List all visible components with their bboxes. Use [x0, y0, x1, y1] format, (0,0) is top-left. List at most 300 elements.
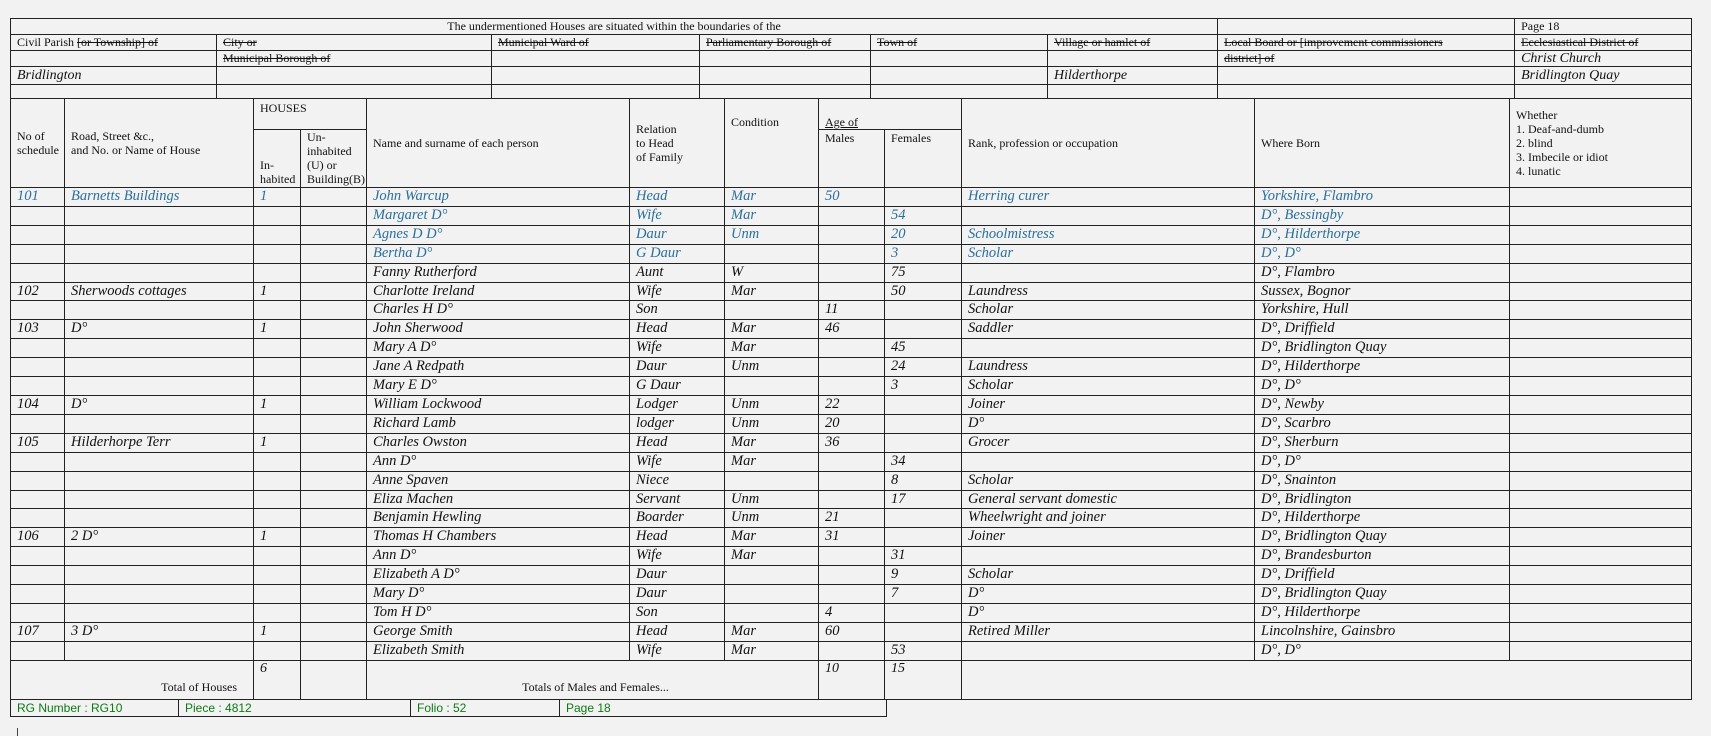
col-houses: HOUSES: [254, 99, 367, 130]
females-age-cell: [885, 433, 962, 452]
census-page: [10, 18, 1691, 717]
uninhabited-cell: [301, 490, 367, 509]
table-row: [11, 358, 1692, 377]
where-born-cell: D°, Bridlington Quay: [1255, 528, 1510, 547]
table-row: [11, 490, 1692, 509]
road-cell: [65, 263, 254, 282]
eccl-district-label: Ecclesiastical District of: [1515, 35, 1692, 51]
name-cell: Fanny Rutherford: [367, 263, 630, 282]
road-cell: [65, 301, 254, 320]
totals-row: [11, 660, 1692, 699]
condition-cell: Mar: [725, 188, 819, 207]
disability-cell: [1510, 282, 1692, 301]
civil-parish-label: Civil Parish [or Township] of: [11, 35, 217, 51]
schedule-cell: [11, 452, 65, 471]
uninhabited-cell: [301, 206, 367, 225]
table-row: [11, 263, 1692, 282]
name-cell: Bertha D°: [367, 244, 630, 263]
disability-cell: [1510, 622, 1692, 641]
road-cell: [65, 490, 254, 509]
disability-cell: [1510, 433, 1692, 452]
occupation-cell: [962, 206, 1255, 225]
uninhabited-cell: [301, 452, 367, 471]
ward-label: Municipal Ward of: [492, 35, 700, 51]
males-age-cell: [819, 339, 885, 358]
total-houses-count: 6: [254, 660, 301, 699]
inhabited-cell: 1: [254, 395, 301, 414]
road-cell: D°: [65, 320, 254, 339]
table-row: [11, 585, 1692, 604]
name-cell: Margaret D°: [367, 206, 630, 225]
road-cell: [65, 206, 254, 225]
schedule-cell: 102: [11, 282, 65, 301]
table-row: [11, 188, 1692, 207]
relation-cell: lodger: [630, 414, 725, 433]
table-row: [11, 566, 1692, 585]
uninhabited-cell: [301, 622, 367, 641]
condition-cell: Unm: [725, 225, 819, 244]
road-cell: [65, 225, 254, 244]
uninhabited-cell: [301, 395, 367, 414]
town-label: Town of: [871, 35, 1048, 51]
inhabited-cell: 1: [254, 622, 301, 641]
schedule-cell: [11, 377, 65, 396]
name-cell: John Warcup: [367, 188, 630, 207]
disability-cell: [1510, 452, 1692, 471]
disability-cell: [1510, 320, 1692, 339]
page-number: Page 18: [560, 699, 887, 716]
relation-cell: Head: [630, 528, 725, 547]
place-labels-row-2: [11, 51, 1692, 67]
occupation-cell: Laundress: [962, 358, 1255, 377]
males-age-cell: [819, 206, 885, 225]
condition-cell: [725, 471, 819, 490]
inhabited-cell: [254, 566, 301, 585]
road-cell: [65, 339, 254, 358]
name-cell: Charlotte Ireland: [367, 282, 630, 301]
name-cell: Richard Lamb: [367, 414, 630, 433]
occupation-cell: Scholar: [962, 244, 1255, 263]
males-age-cell: 36: [819, 433, 885, 452]
schedule-cell: [11, 244, 65, 263]
uninhabited-cell: [301, 585, 367, 604]
disability-cell: [1510, 490, 1692, 509]
females-age-cell: 9: [885, 566, 962, 585]
table-row: [11, 471, 1692, 490]
road-cell: [65, 603, 254, 622]
road-cell: Barnetts Buildings: [65, 188, 254, 207]
name-cell: William Lockwood: [367, 395, 630, 414]
occupation-cell: Retired Miller: [962, 622, 1255, 641]
relation-cell: Daur: [630, 358, 725, 377]
local-board-label: Local Board or [improvement commissioners: [1218, 35, 1515, 51]
relation-cell: Daur: [630, 225, 725, 244]
village-value: Hilderthorpe: [1048, 67, 1218, 85]
condition-cell: Unm: [725, 509, 819, 528]
name-cell: Ann D°: [367, 452, 630, 471]
schedule-cell: [11, 490, 65, 509]
inhabited-cell: [254, 263, 301, 282]
uninhabited-cell: [301, 244, 367, 263]
inhabited-cell: [254, 414, 301, 433]
occupation-cell: [962, 452, 1255, 471]
relation-cell: Son: [630, 603, 725, 622]
males-age-cell: [819, 547, 885, 566]
occupation-cell: Joiner: [962, 528, 1255, 547]
uninhabited-cell: [301, 603, 367, 622]
inhabited-cell: [254, 471, 301, 490]
females-age-cell: 34: [885, 452, 962, 471]
disability-cell: [1510, 603, 1692, 622]
where-born-cell: D°, Bridlington Quay: [1255, 585, 1510, 604]
col-males: Males: [819, 130, 885, 188]
table-row: [11, 301, 1692, 320]
name-cell: Jane A Redpath: [367, 358, 630, 377]
col-name: Name and surname of each person: [367, 99, 630, 188]
occupation-cell: Joiner: [962, 395, 1255, 414]
name-cell: Eliza Machen: [367, 490, 630, 509]
where-born-cell: D°, Scarbro: [1255, 414, 1510, 433]
road-cell: [65, 547, 254, 566]
condition-cell: Mar: [725, 622, 819, 641]
males-age-cell: 22: [819, 395, 885, 414]
females-age-cell: 45: [885, 339, 962, 358]
name-cell: Tom H D°: [367, 603, 630, 622]
inhabited-cell: 1: [254, 528, 301, 547]
where-born-cell: D°, Driffield: [1255, 320, 1510, 339]
schedule-cell: [11, 471, 65, 490]
table-row: [11, 377, 1692, 396]
females-age-cell: 3: [885, 244, 962, 263]
where-born-cell: D°, Brandesburton: [1255, 547, 1510, 566]
condition-cell: Mar: [725, 282, 819, 301]
condition-cell: Unm: [725, 414, 819, 433]
schedule-cell: [11, 358, 65, 377]
occupation-cell: [962, 547, 1255, 566]
col-schedule: No of schedule: [11, 99, 65, 188]
occupation-cell: General servant domestic: [962, 490, 1255, 509]
females-age-cell: [885, 414, 962, 433]
condition-cell: [725, 603, 819, 622]
table-row: [11, 452, 1692, 471]
occupation-cell: [962, 339, 1255, 358]
inhabited-cell: 1: [254, 188, 301, 207]
females-age-cell: 8: [885, 471, 962, 490]
parl-borough-label: Parliamentary Borough of: [700, 35, 871, 51]
inhabited-cell: [254, 225, 301, 244]
disability-cell: [1510, 188, 1692, 207]
inhabited-cell: [254, 585, 301, 604]
table-row: [11, 622, 1692, 641]
schedule-cell: 105: [11, 433, 65, 452]
col-whether: Whether 1. Deaf-and-dumb 2. blind 3. Imbecile or idiot 4. lunatic: [1510, 99, 1692, 188]
col-age-of: Age of: [819, 99, 962, 130]
schedule-cell: [11, 547, 65, 566]
relation-cell: Wife: [630, 339, 725, 358]
where-born-cell: D°, Bridlington Quay: [1255, 339, 1510, 358]
males-age-cell: [819, 641, 885, 660]
occupation-cell: Schoolmistress: [962, 225, 1255, 244]
table-row: [11, 244, 1692, 263]
name-cell: Ann D°: [367, 547, 630, 566]
where-born-cell: Yorkshire, Flambro: [1255, 188, 1510, 207]
disability-cell: [1510, 358, 1692, 377]
females-age-cell: 54: [885, 206, 962, 225]
where-born-cell: D°, D°: [1255, 377, 1510, 396]
where-born-cell: D°, D°: [1255, 641, 1510, 660]
uninhabited-cell: [301, 301, 367, 320]
males-age-cell: [819, 377, 885, 396]
relation-cell: Aunt: [630, 263, 725, 282]
occupation-cell: Grocer: [962, 433, 1255, 452]
males-age-cell: [819, 471, 885, 490]
occupation-cell: D°: [962, 603, 1255, 622]
inhabited-cell: [254, 490, 301, 509]
inhabited-cell: [254, 641, 301, 660]
inhabited-cell: [254, 509, 301, 528]
schedule-cell: [11, 566, 65, 585]
where-born-cell: D°, Hilderthorpe: [1255, 509, 1510, 528]
schedule-cell: [11, 263, 65, 282]
uninhabited-cell: [301, 188, 367, 207]
occupation-cell: Scholar: [962, 377, 1255, 396]
total-houses-label: Total of Houses: [11, 660, 254, 699]
where-born-cell: D°, Hilderthorpe: [1255, 603, 1510, 622]
occupation-cell: Scholar: [962, 566, 1255, 585]
table-row: [11, 641, 1692, 660]
census-rows: [11, 188, 1692, 661]
occupation-cell: D°: [962, 414, 1255, 433]
males-age-cell: 11: [819, 301, 885, 320]
occupation-cell: Scholar: [962, 471, 1255, 490]
road-cell: [65, 509, 254, 528]
relation-cell: Daur: [630, 566, 725, 585]
total-males: 10: [819, 660, 885, 699]
road-cell: [65, 358, 254, 377]
inhabited-cell: [254, 339, 301, 358]
condition-cell: Mar: [725, 528, 819, 547]
relation-cell: Wife: [630, 282, 725, 301]
males-age-cell: 46: [819, 320, 885, 339]
road-cell: [65, 414, 254, 433]
males-age-cell: [819, 282, 885, 301]
eccl-district-value: Christ Church: [1515, 51, 1692, 67]
males-age-cell: [819, 263, 885, 282]
disability-cell: [1510, 244, 1692, 263]
females-age-cell: [885, 188, 962, 207]
males-age-cell: 50: [819, 188, 885, 207]
city-label-2: Municipal Borough of: [217, 51, 492, 67]
road-cell: 3 D°: [65, 622, 254, 641]
males-age-cell: [819, 585, 885, 604]
schedule-cell: [11, 225, 65, 244]
name-cell: Thomas H Chambers: [367, 528, 630, 547]
relation-cell: Servant: [630, 490, 725, 509]
uninhabited-cell: [301, 433, 367, 452]
table-row: [11, 206, 1692, 225]
occupation-cell: Wheelwright and joiner: [962, 509, 1255, 528]
text-cursor: [17, 728, 18, 736]
disability-cell: [1510, 641, 1692, 660]
females-age-cell: [885, 301, 962, 320]
males-age-cell: [819, 244, 885, 263]
place-values-row: [11, 67, 1692, 85]
district-header: [10, 18, 1692, 99]
name-cell: Mary D°: [367, 585, 630, 604]
schedule-cell: 101: [11, 188, 65, 207]
schedule-cell: [11, 301, 65, 320]
schedule-cell: [11, 206, 65, 225]
condition-cell: W: [725, 263, 819, 282]
col-road: Road, Street &c., and No. or Name of House: [65, 99, 254, 188]
table-row: [11, 339, 1692, 358]
disability-cell: [1510, 471, 1692, 490]
females-age-cell: 17: [885, 490, 962, 509]
relation-cell: G Daur: [630, 244, 725, 263]
occupation-cell: Scholar: [962, 301, 1255, 320]
schedule-cell: 106: [11, 528, 65, 547]
relation-cell: Head: [630, 433, 725, 452]
inhabited-cell: [254, 206, 301, 225]
road-cell: [65, 566, 254, 585]
inhabited-cell: 1: [254, 282, 301, 301]
condition-cell: [725, 585, 819, 604]
uninhabited-cell: [301, 471, 367, 490]
table-row: [11, 395, 1692, 414]
disability-cell: [1510, 339, 1692, 358]
disability-cell: [1510, 547, 1692, 566]
relation-cell: Wife: [630, 206, 725, 225]
schedule-cell: [11, 414, 65, 433]
females-age-cell: [885, 603, 962, 622]
page-label: Page 18: [1515, 19, 1692, 35]
condition-cell: [725, 244, 819, 263]
condition-cell: Mar: [725, 452, 819, 471]
name-cell: Charles H D°: [367, 301, 630, 320]
relation-cell: Wife: [630, 452, 725, 471]
disability-cell: [1510, 395, 1692, 414]
col-inhabited: In- habited: [254, 130, 301, 188]
inhabited-cell: [254, 377, 301, 396]
males-age-cell: [819, 225, 885, 244]
relation-cell: Niece: [630, 471, 725, 490]
condition-cell: Unm: [725, 358, 819, 377]
col-born: Where Born: [1255, 99, 1510, 188]
total-persons-label: Totals of Males and Females...: [367, 660, 819, 699]
females-age-cell: 31: [885, 547, 962, 566]
disability-cell: [1510, 566, 1692, 585]
table-row: [11, 547, 1692, 566]
piece-number: Piece : 4812: [179, 699, 411, 716]
occupation-cell: D°: [962, 585, 1255, 604]
name-cell: Elizabeth Smith: [367, 641, 630, 660]
males-age-cell: [819, 358, 885, 377]
inhabited-cell: 1: [254, 320, 301, 339]
where-born-cell: D°, Flambro: [1255, 263, 1510, 282]
banner: The undermentioned Houses are situated within the boundaries of the: [11, 19, 1218, 35]
condition-cell: Unm: [725, 490, 819, 509]
table-row: [11, 320, 1692, 339]
name-cell: Mary E D°: [367, 377, 630, 396]
where-born-cell: Lincolnshire, Gainsbro: [1255, 622, 1510, 641]
condition-cell: Mar: [725, 547, 819, 566]
where-born-cell: Yorkshire, Hull: [1255, 301, 1510, 320]
place-labels-row: [11, 35, 1692, 51]
road-cell: [65, 471, 254, 490]
road-cell: [65, 377, 254, 396]
local-board-label-2: district] of: [1218, 51, 1515, 67]
col-relation: Relation to Head of Family: [630, 99, 725, 188]
table-row: [11, 603, 1692, 622]
where-born-cell: D°, Snainton: [1255, 471, 1510, 490]
relation-cell: Wife: [630, 547, 725, 566]
col-females: Females: [885, 130, 962, 188]
females-age-cell: 50: [885, 282, 962, 301]
where-born-cell: D°, Hilderthorpe: [1255, 358, 1510, 377]
road-cell: [65, 452, 254, 471]
uninhabited-cell: [301, 358, 367, 377]
schedule-cell: 103: [11, 320, 65, 339]
males-age-cell: [819, 566, 885, 585]
where-born-cell: D°, Hilderthorpe: [1255, 225, 1510, 244]
name-cell: Mary A D°: [367, 339, 630, 358]
males-age-cell: [819, 452, 885, 471]
folio-number: Folio : 52: [411, 699, 560, 716]
name-cell: John Sherwood: [367, 320, 630, 339]
relation-cell: Boarder: [630, 509, 725, 528]
inhabited-cell: [254, 603, 301, 622]
relation-cell: Head: [630, 622, 725, 641]
occupation-cell: Herring curer: [962, 188, 1255, 207]
schedule-cell: [11, 585, 65, 604]
reference-footer: [10, 699, 887, 717]
inhabited-cell: [254, 452, 301, 471]
road-cell: [65, 244, 254, 263]
schedule-cell: [11, 603, 65, 622]
census-table: [10, 98, 1692, 700]
uninhabited-cell: [301, 641, 367, 660]
condition-cell: Mar: [725, 320, 819, 339]
schedule-cell: [11, 339, 65, 358]
relation-cell: Head: [630, 188, 725, 207]
occupation-cell: [962, 641, 1255, 660]
uninhabited-cell: [301, 263, 367, 282]
name-cell: George Smith: [367, 622, 630, 641]
road-cell: [65, 585, 254, 604]
col-condition: Condition: [725, 99, 819, 188]
table-row: [11, 414, 1692, 433]
uninhabited-cell: [301, 320, 367, 339]
city-label: City or: [217, 35, 492, 51]
banner-blank: [1218, 19, 1515, 35]
village-label: Village or hamlet of: [1048, 35, 1218, 51]
uninhabited-cell: [301, 339, 367, 358]
where-born-cell: D°, Sherburn: [1255, 433, 1510, 452]
condition-cell: Mar: [725, 433, 819, 452]
relation-cell: Lodger: [630, 395, 725, 414]
eccl-district-value-2: Bridlington Quay: [1515, 67, 1692, 85]
where-born-cell: D°, Bessingby: [1255, 206, 1510, 225]
where-born-cell: D°, Driffield: [1255, 566, 1510, 585]
where-born-cell: D°, Newby: [1255, 395, 1510, 414]
name-cell: Anne Spaven: [367, 471, 630, 490]
males-age-cell: 60: [819, 622, 885, 641]
col-occupation: Rank, profession or occupation: [962, 99, 1255, 188]
schedule-cell: 104: [11, 395, 65, 414]
table-row: [11, 433, 1692, 452]
females-age-cell: 24: [885, 358, 962, 377]
females-age-cell: 3: [885, 377, 962, 396]
